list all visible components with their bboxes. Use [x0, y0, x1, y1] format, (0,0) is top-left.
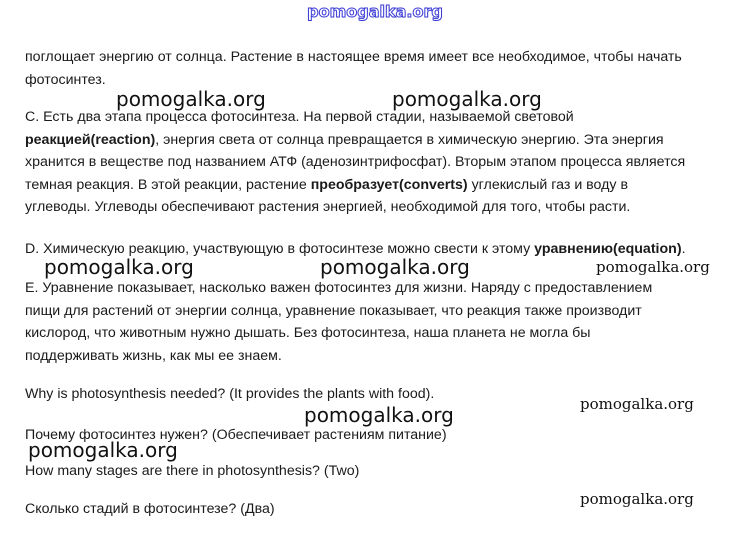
watermark-4: pomogalka.org — [320, 255, 470, 279]
watermark-1: pomogalka.org — [116, 87, 266, 111]
watermark-7: pomogalka.org — [304, 403, 454, 427]
watermark-2: pomogalka.org — [392, 87, 542, 111]
term-equation: уравнению(equation) — [534, 241, 682, 257]
paragraph-b-line-1: поглощает энергию от солнца. Растение в настоящее время имеет все необходимое, чтобы начать — [25, 49, 682, 65]
paragraph-c-line-4-rest: углекислый газ и воду в — [467, 176, 628, 193]
paragraph-b-line-2: фотосинтез. — [25, 71, 106, 88]
question-2-ru: Сколько стадий в фотосинтезе? (Два) — [25, 501, 275, 517]
header-watermark: pomogalka.org — [307, 2, 443, 21]
paragraph-e-line-1: Е. Уравнение показывает, насколько важен фотосинтез для жизни. Наряду с предоставлением — [25, 280, 653, 296]
watermark-5: pomogalka.org — [596, 258, 710, 276]
question-2-en: How many stages are there in photosynthesis? (Two) — [25, 463, 360, 479]
paragraph-e-line-2: пищи для растений от энергии солнца, уравнение показывает, что реакция также производит — [25, 302, 642, 319]
paragraph-c — [25, 106, 730, 219]
question-1-ru: Почему фотосинтез нужен? (Обеспечивает растениям питание) — [25, 427, 447, 443]
paragraph-c-line-4 — [25, 174, 730, 197]
question-1-en: Why is photosynthesis needed? (It provides the plants with food). — [25, 386, 435, 402]
paragraph-d-start: D. Химическую реакцию, участвующую в фотосинтезе можно свести к этому — [25, 241, 535, 257]
watermark-8: pomogalka.org — [28, 438, 178, 462]
paragraph-c-line-2-rest: , энергия света от солнца превращается в химическую энергию. Эта энергия — [155, 131, 664, 148]
watermark-3: pomogalka.org — [44, 255, 194, 279]
paragraph-c-line-3: хранится в веществе под названием АТФ (аденозинтрифосфат). Вторым этапом процесса является — [25, 154, 686, 170]
paragraph-c-line-2 — [25, 129, 730, 152]
paragraph-e — [25, 277, 730, 367]
watermark-9: pomogalka.org — [580, 490, 694, 508]
paragraph-c-line-5: углеводы. Углеводы обеспечивают растения энергией, необходимой для того, чтобы расти. — [25, 199, 631, 215]
paragraph-d-end: . — [681, 241, 686, 257]
watermark-6: pomogalka.org — [580, 395, 694, 413]
paragraph-b — [25, 46, 730, 91]
term-converts: преобразует(converts) — [310, 176, 468, 193]
paragraph-e-line-3: кислород, что животным нужно дышать. Без фотосинтеза, наша планета не могла бы — [25, 325, 591, 341]
term-reaction: реакцией(reaction) — [25, 131, 156, 148]
paragraph-c-line-4-start: темная реакция. В этой реакции, растение — [25, 176, 311, 193]
paragraph-e-line-4: поддерживать жизнь, как мы ее знаем. — [25, 347, 282, 364]
paragraph-c-line-1: С. Есть два этапа процесса фотосинтеза. На первой стадии, называемой световой — [25, 109, 574, 125]
